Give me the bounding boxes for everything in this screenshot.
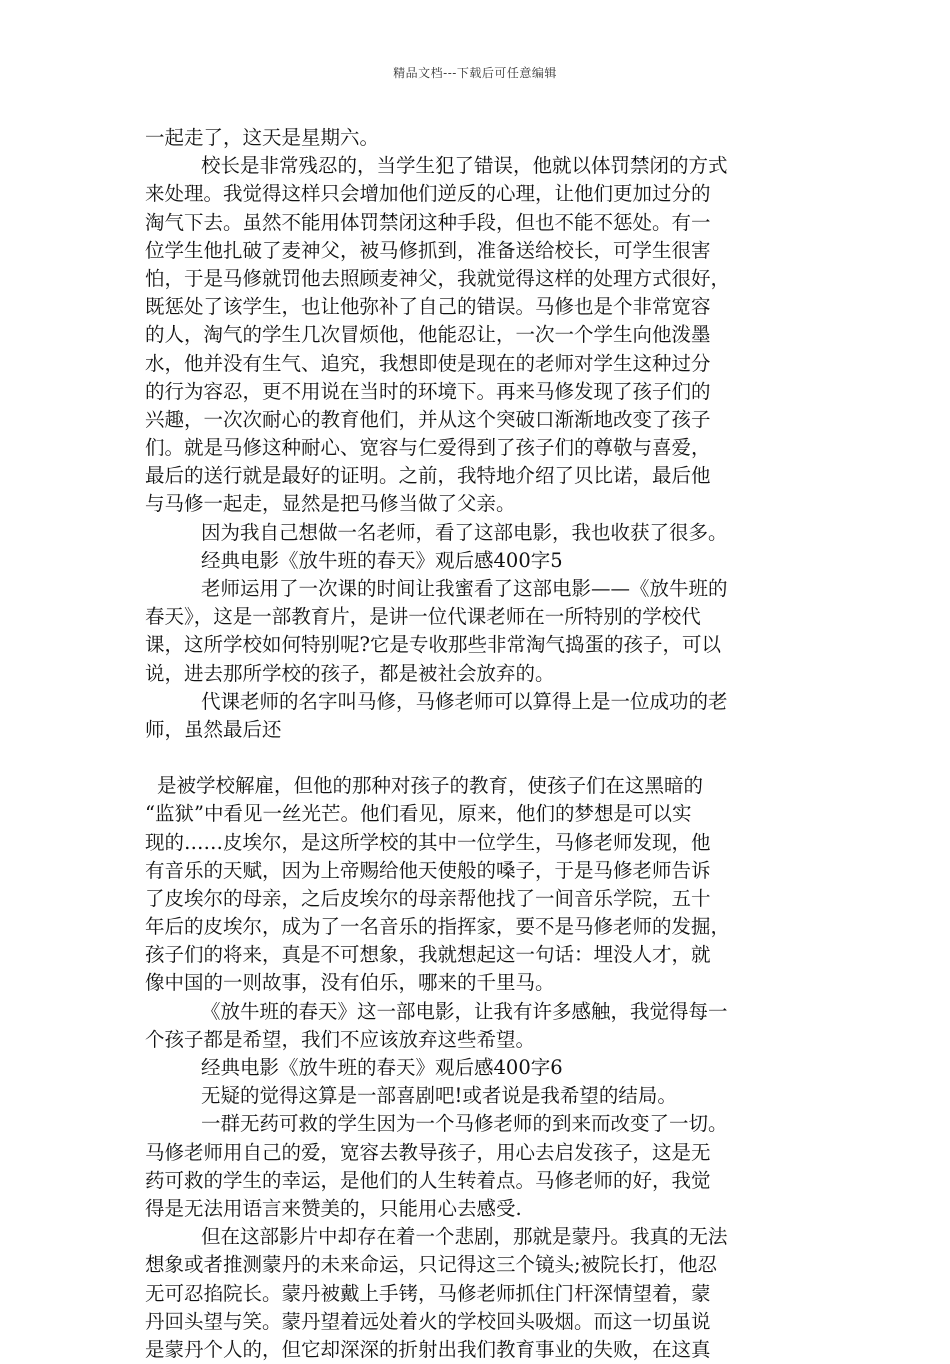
text-line: 年后的皮埃尔，成为了一名音乐的指挥家，要不是马修老师的发掘， [145,915,731,939]
text-line: 的行为容忍，更不用说在当时的环境下。再来马修发现了孩子们的 [145,379,711,403]
text-line: 一起走了，这天是星期六。 [145,126,380,149]
text-block-1 [145,124,809,744]
text-line: 是被学校解雇，但他的那种对孩子的教育，使孩子们在这黑暗的 [157,774,704,798]
text-line: 代课老师的名字叫马修，马修老师可以算得上是一位成功的老 [201,689,728,713]
text-line: 兴趣，一次次耐心的教育他们，并从这个突破口渐渐地改变了孩子 [145,407,711,431]
text-line: “监狱”中看见一丝光芒。他们看见，原来，他们的梦想是可以实 [145,802,692,826]
text-line: 师，虽然最后还 [145,717,282,741]
text-line: 是蒙丹个人的，但它却深深的折射出我们教育事业的失败，在这真 [145,1337,711,1361]
page-gap [145,744,809,772]
text-line: 经典电影《放牛班的春天》观后感400字5 [201,548,563,572]
text-line: 现的……皮埃尔，是这所学校的其中一位学生，马修老师发现，他 [145,830,711,854]
text-line: 因为我自己想做一名老师，看了这部电影，我也收获了很多。 [201,520,728,544]
text-line: 最后的送行就是最好的证明。之前，我特地介绍了贝比诺，最后他 [145,464,711,488]
text-line: 说，进去那所学校的孩子，都是被社会放弃的。 [145,661,555,685]
text-line: 马修老师用自己的爱，宽容去教导孩子，用心去启发孩子，这是无 [145,1140,711,1164]
text-line: 的人，淘气的学生几次冒烦他，他能忍让，一次一个学生向他泼墨 [145,323,711,347]
text-line: 像中国的一则故事，没有伯乐，哪来的千里马。 [145,971,555,995]
text-line: 了皮埃尔的母亲，之后皮埃尔的母亲帮他找了一间音乐学院，五十 [145,886,711,910]
text-line: 但在这部影片中却存在着一个悲剧，那就是蒙丹。我真的无法 [201,1225,728,1249]
document-body [145,124,809,1364]
text-line: 位学生他扎破了麦神父，被马修抓到，准备送给校长，可学生很害 [145,238,711,262]
text-line: 来处理。我觉得这样只会增加他们逆反的心理，让他们更加过分的 [145,182,711,206]
text-line: 无疑的觉得这算是一部喜剧吧!或者说是我希望的结局。 [201,1084,677,1108]
text-line: 与马修一起走，显然是把马修当做了父亲。 [145,492,516,516]
text-line: 孩子们的将来，真是不可想象，我就想起这一句话：埋没人才，就 [145,943,711,967]
text-block-2 [145,772,809,1364]
text-line: 春天》，这是一部教育片，是讲一位代课老师在一所特别的学校代 [145,605,701,629]
text-line: 一群无药可救的学生因为一个马修老师的到来而改变了一切。 [201,1112,728,1136]
text-line: 丹回头望与笑。蒙丹望着远处着火的学校回头吸烟。而这一切虽说 [145,1309,711,1333]
page-header: 精品文档---下载后可任意编辑 [393,66,557,80]
text-line: 淘气下去。虽然不能用体罚禁闭这种手段，但也不能不惩处。有一 [145,210,711,234]
text-line: 怕，于是马修就罚他去照顾麦神父，我就觉得这样的处理方式很好， [145,266,731,290]
text-line: 老师运用了一次课的时间让我蜜看了这部电影——《放牛班的 [201,577,728,600]
text-line: 想象或者推测蒙丹的未来命运，只记得这三个镜头;被院长打，他忍 [145,1253,718,1277]
text-line: 个孩子都是希望，我们不应该放弃这些希望。 [145,1027,536,1051]
text-line: 得是无法用语言来赞美的，只能用心去感受. [145,1196,522,1220]
text-line: 校长是非常残忍的，当学生犯了错误，他就以体罚禁闭的方式 [201,154,728,178]
text-line: 药可救的学生的幸运，是他们的人生转着点。马修老师的好，我觉 [145,1168,711,1192]
text-line: 既惩处了该学生，也让他弥补了自己的错误。马修也是个非常宽容 [145,295,711,319]
text-line: 无可忍掐院长。蒙丹被戴上手铐，马修老师抓住门杆深情望着，蒙 [145,1281,711,1305]
text-line: 水，他并没有生气、追究，我想即使是现在的老师对学生这种过分 [145,351,711,375]
text-line: 们。就是马修这种耐心、宽容与仁爱得到了孩子们的尊敬与喜爱， [145,436,711,460]
text-line: 有音乐的天赋，因为上帝赐给他天使般的嗓子，于是马修老师告诉 [145,858,711,882]
text-line: 《放牛班的春天》这一部电影，让我有许多感触，我觉得每一 [201,999,728,1023]
text-line: 课，这所学校如何特别呢?它是专收那些非常淘气捣蛋的孩子，可以 [145,633,721,657]
text-line: 经典电影《放牛班的春天》观后感400字6 [201,1056,563,1079]
